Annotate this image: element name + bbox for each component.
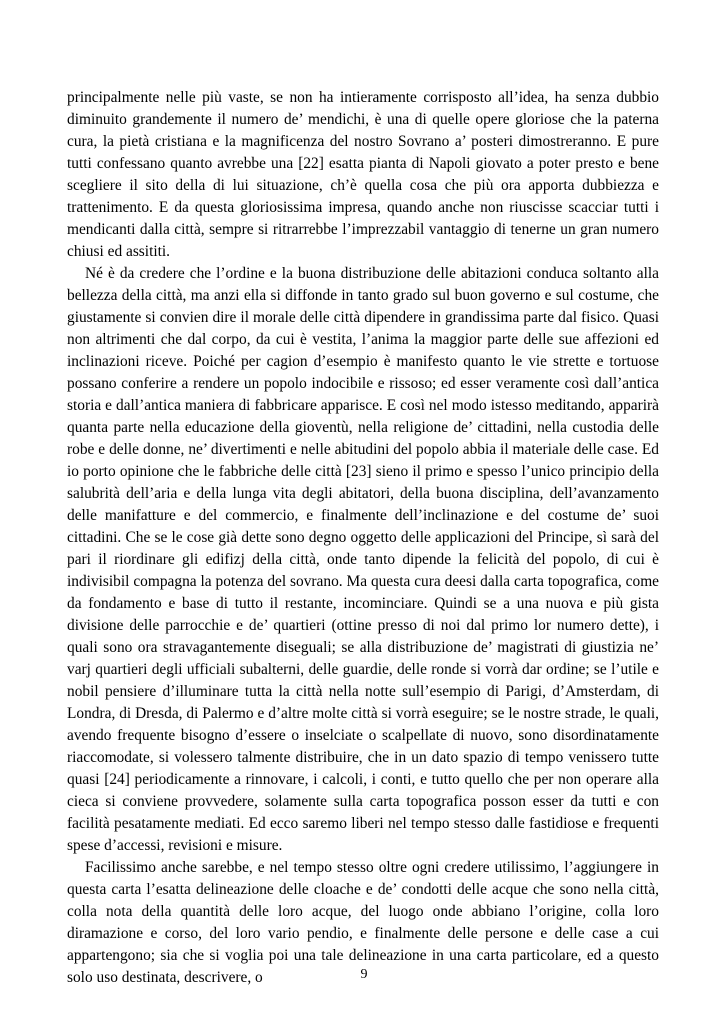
paragraph-1: principalmente nelle più vaste, se non ha intieramente corrisposto all’idea, ha senza dubbio diminuito grandemente il numero de’ mendichi, è una di quelle opere gloriose che la paterna cura, la pietà cristiana e la magnificenza del nostro Sovrano a’ posteri dimostreranno. E pure tutti confessano quanto avrebbe una [22] esatta pianta di Napoli giovato a poter presto e bene scegliere il sito della di lui situazione, ch’è quella cosa che più ora apporta dubbiezza e trattenimento. E da questa gloriosissima impresa, quando anche non riuscisse scacciar tutti i mendicanti dalla città, sempre si ritrarrebbe l’imprezzabil vantaggio di tenerne un gran numero chiusi ed assititi. (67, 89, 659, 260)
page-body (67, 87, 659, 989)
page-number: 9 (360, 967, 368, 982)
paragraph-2: Né è da credere che l’ordine e la buona distribuzione delle abitazioni conduca soltanto alla bellezza della città, ma anzi ella si diffonde in tanto grado sul buon governo e sul costume, che giustamente si convien dire il morale delle città dipendere in grandissima parte dal fisico. Quasi non altrimenti che dal corpo, da cui è vestita, l’anima la maggior parte delle sue affezioni ed inclinazioni riceve. Poiché per cagion d’esempio è manifesto quanto le vie strette e tortuose possano conferire a rendere un popolo indocibile e rissoso; ed esser veramente così dall’antica storia e dall’antica maniera di fabbricare apparisce. E così nel modo istesso meditando, apparirà quanta parte nella educazione della gioventù, nella religione de’ cittadini, nella custodia delle robe e delle donne, ne’ divertimenti e nelle abitudini del popolo abbia il materiale delle case. Ed io porto opinione che le fabbriche delle città [23] sieno il primo e spesso l’unico principio della salubrità dell’aria e della lunga vita degli abitatori, della buona disciplina, dell’avanzamento delle manifatture e del commercio, e finalmente dell’inclinazione e del costume de’ suoi cittadini. Che se le cose già dette sono degno oggetto delle applicazioni del Principe, sì sarà del pari il riordinare gli edifizj della città, onde tanto dipende la felicità del popolo, di cui è indivisibil compagna la potenza del sovrano. Ma questa cura deesi dalla carta topografica, come da fondamento e base di tutto il restante, incominciare. Quindi se a una nuova e più gista divisione delle parrocchie e de’ quartieri (ottine presso di noi dal primo lor numero dette), i quali sono ora stravagantemente diseguali; se alla distribuzione de’ magistrati di giustizia ne’ varj quartieri degli ufficiali subalterni, delle guardie, delle ronde si vorrà dar ordine; se l’utile e nobil pensiere d’illuminare tutta la città nella notte sull’esempio di Parigi, d’Amsterdam, di Londra, di Dresda, di Palermo e d’altre molte città si vorrà eseguire; se le nostre strade, le quali, avendo frequente bisogno d’essere o inselciate o scalpellate di nuovo, sono disordinatamente riaccomodate, si volessero talmente distribuire, che in un dato spazio di tempo venissero tutte quasi [24] periodicamente a rinnovare, i calcoli, i conti, e tutto quello che per non operare alla cieca si conviene provvedere, solamente sulla carta topografica posson esser da tutti e con facilità pesatamente mediati. Ed ecco saremo liberi nel tempo stesso dalle fastidiose e frequenti spese d’accessi, revisioni e misure. (67, 265, 659, 854)
paragraph-3: Facilissimo anche sarebbe, e nel tempo stesso oltre ogni credere utilissimo, l’aggiungere in questa carta l’esatta delineazione delle cloache e de’ condotti delle acque che sono nella città, colla nota della quantità delle loro acque, del luogo onde abbiano l’origine, colla loro diramazione e corso, del loro vario pendio, e finalmente delle persone e delle case a cui appartengono; sia che si voglia poi una tale delineazione in una carta particolare, ed a questo solo uso destinata, descrivere, o (67, 859, 659, 986)
